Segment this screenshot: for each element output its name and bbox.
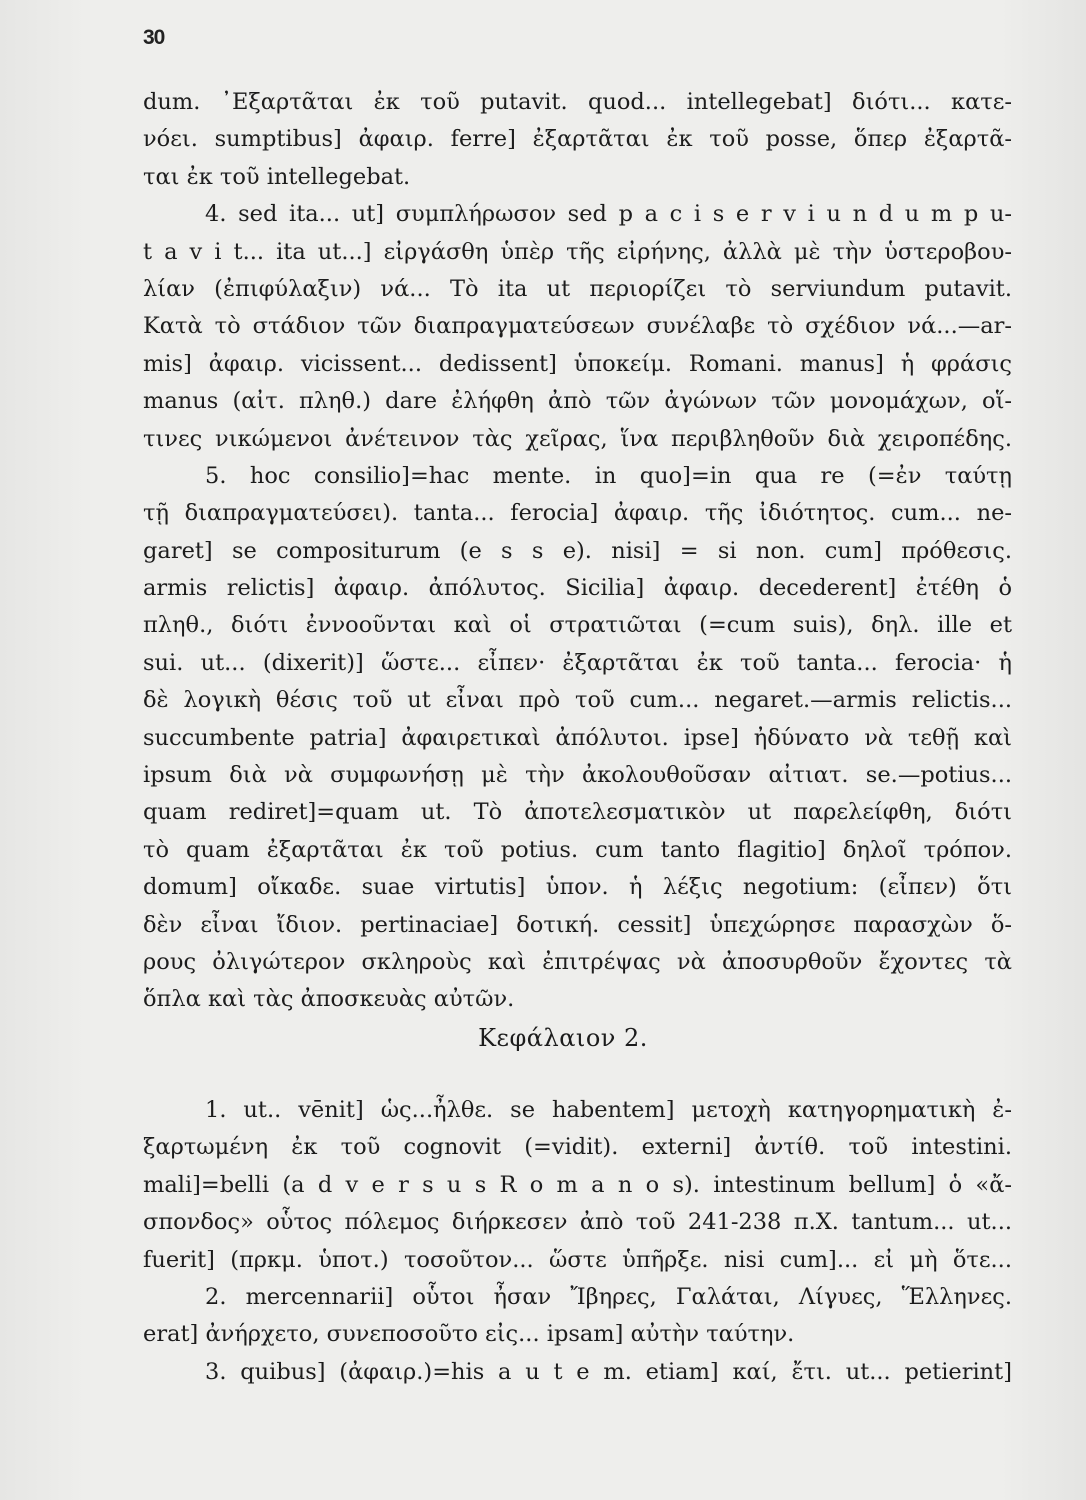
text-line: quam rediret]=quam ut. Τὸ ἀποτελεσματικὸν ut παρελείφθη, διότι <box>143 799 1012 826</box>
text-line: fuerit] (πρκμ. ὑποτ.) τοσοῦτον... ὥστε ὑπῆρξε. nisi cum]... εἰ μὴ ὅτε... <box>143 1246 1012 1273</box>
text-line: πληθ., διότι ἐννοοῦνται καὶ οἱ στρατιῶται (=cum suis), δηλ. ille et <box>143 612 1012 639</box>
text-line: δὲν εἶναι ἴδιον. pertinaciae] δοτική. cessit] ὑπεχώρησε παρασχὼν ὅ- <box>143 911 1012 938</box>
text-line: mis] ἀφαιρ. vicissent... dedissent] ὑποκείμ. Romani. manus] ἡ φράσις <box>143 350 1012 377</box>
text-line: ipsum διὰ νὰ συμφωνήσῃ μὲ τὴν ἀκολουθοῦσαν αἰτιατ. se.—potius... <box>143 762 1012 789</box>
text-line: ξαρτωμένη ἐκ τοῦ cognovit (=vidit). externi] ἀντίθ. τοῦ intestini. <box>143 1134 1012 1161</box>
text-line: dum. ᾿Εξαρτᾶται ἐκ τοῦ putavit. quod... intellegebat] διότι... κατε- <box>143 89 1012 115</box>
chapter-heading: Κεφάλαιον 2. <box>478 1024 648 1052</box>
text-line: domum] οἴκαδε. suae virtutis] ὑπον. ἡ λέξις negotium: (εἶπεν) ὅτι <box>143 874 1012 901</box>
text-line: 4. sed ita... ut] συμπλήρωσον sed p a c i s e r v i u n d u m p u- <box>205 201 1012 228</box>
text-line: garet] se compositurum (e s s e). nisi] = si non. cum] πρόθεσις. <box>143 537 1012 564</box>
text-line: λίαν (ἐπιφύλαξιν) νά... Τὸ ita ut περιορίζει τὸ serviundum putavit. <box>143 275 1012 302</box>
commentary-block-chapter-1 <box>143 84 1012 1019</box>
commentary-block-chapter-2 <box>143 1092 1012 1391</box>
text-line: σπονδος» οὗτος πόλεμος διήρκεσεν ἀπὸ τοῦ 241-238 π.Χ. tantum... ut... <box>143 1209 1012 1236</box>
text-line: ται ἐκ τοῦ intellegebat. <box>143 163 411 190</box>
text-line: ρους ὀλιγώτερον σκληροὺς καὶ ἐπιτρέψας νὰ ἀποσυρθοῦν ἔχοντες τὰ <box>143 948 1012 975</box>
text-line: Κατὰ τὸ στάδιον τῶν διαπραγματεύσεων συνέλαβε τὸ σχέδιον νά...—ar- <box>143 313 1012 340</box>
text-line: τινες νικώμενοι ἀνέτεινον τὰς χεῖρας, ἵνα περιβληθοῦν διὰ χειροπέδης. <box>143 425 1012 452</box>
text-line: mali]=belli (a d v e r s u s R o m a n o s). intestinum bellum] ὁ «ἄ- <box>143 1171 1012 1198</box>
text-line: sui. ut... (dixerit)] ὥστε... εἶπεν· ἐξαρτᾶται ἐκ τοῦ tanta... ferocia· ἡ <box>143 649 1012 676</box>
text-line: manus (αἰτ. πληθ.) dare ἐλήφθη ἀπὸ τῶν ἀγώνων τῶν μονομάχων, οἵ- <box>143 388 1012 415</box>
text-line: 3. quibus] (ἀφαιρ.)=his a u t e m. etiam] καί, ἔτι. ut... petierint] <box>205 1358 1012 1385</box>
text-line: erat] ἀνήρχετο, συνεποσοῦτο εἰς... ipsam] αὐτὴν ταύτην. <box>143 1321 795 1348</box>
text-line: τὸ quam ἐξαρτᾶται ἐκ τοῦ potius. cum tanto flagitio] δηλοῖ τρόπον. <box>143 836 1012 863</box>
text-line: 1. ut.. vēnit] ὡς...ἦλθε. se habentem] μετοχὴ κατηγορηματικὴ ἐ- <box>205 1097 1012 1123</box>
text-line: τῇ διαπραγματεύσει). tanta... ferocia] ἀφαιρ. τῆς ἰδιότητος. cum... ne- <box>143 500 1012 527</box>
text-line: 2. mercennarii] οὗτοι ἦσαν Ἴβηρες, Γαλάται, Λίγυες, Ἕλληνες. <box>205 1283 1012 1310</box>
text-line: t a v i t... ita ut...] εἰργάσθη ὑπὲρ τῆς εἰρήνης, ἀλλὰ μὲ τὴν ὑστεροβου- <box>143 238 1012 265</box>
text-line: armis relictis] ἀφαιρ. ἀπόλυτος. Sicilia] ἀφαιρ. decederent] ἐτέθη ὁ <box>143 575 1012 602</box>
text-line: νόει. sumptibus] ἀφαιρ. ferre] ἐξαρτᾶται ἐκ τοῦ posse, ὅπερ ἐξαρτᾶ- <box>143 126 1012 153</box>
page-number: 30 <box>143 26 165 49</box>
text-line: succumbente patria] ἀφαιρετικαὶ ἀπόλυτοι. ipse] ἠδύνατο νὰ τεθῇ καὶ <box>143 724 1012 751</box>
text-line: ὅπλα καὶ τὰς ἀποσκευὰς αὐτῶν. <box>143 986 515 1013</box>
text-line: δὲ λογικὴ θέσις τοῦ ut εἶναι πρὸ τοῦ cum... negaret.—armis relictis... <box>143 687 1012 714</box>
text-line: 5. hoc consilio]=hac mente. in quo]=in qua re (=ἐν ταύτῃ <box>205 462 1012 489</box>
